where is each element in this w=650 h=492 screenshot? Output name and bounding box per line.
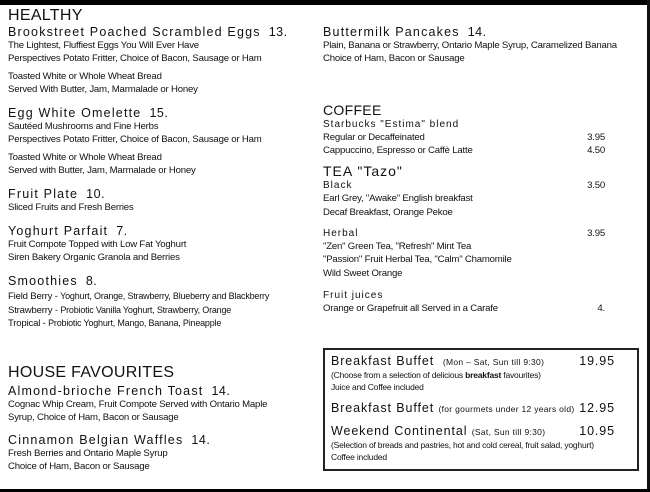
item-name: Fruit Plate	[8, 187, 79, 201]
tea-desc: "Zen" Green Tea, "Refresh" Mint Tea	[323, 241, 472, 253]
item-price: 14.	[191, 433, 211, 447]
tea-heading: TEA "Tazo"	[323, 163, 403, 179]
tea-black-label: Black	[323, 180, 353, 191]
item-desc: Fruit Compote Topped with Low Fat Yoghurt	[8, 239, 187, 250]
tea-herbal-label: Herbal	[323, 227, 359, 239]
item-name: Brookstreet Poached Scrambled Eggs	[8, 25, 261, 39]
item-name: Yoghurt Parfait	[8, 224, 109, 238]
smoothie-flavour: Tropical - Probiotic Yoghurt, Mango, Banana, Pineapple	[8, 318, 222, 329]
house-favourites-heading: HOUSE FAVOURITES	[8, 364, 175, 381]
juice-price: 4.	[597, 303, 605, 314]
tea-desc: "Passion" Fruit Herbal Tea, "Calm" Chamomile	[323, 254, 512, 266]
item-name: Smoothies	[8, 274, 78, 288]
item-desc: Cognac Whip Cream, Fruit Compote Served with Ontario Maple	[8, 399, 268, 410]
menu-item-smoothies	[8, 274, 269, 331]
item-price: 14.	[467, 25, 487, 39]
item-desc: The Lightest, Fluffiest Eggs You Will Ever Have	[8, 40, 199, 51]
item-desc: Choice of Ham, Bacon or Sausage	[323, 53, 465, 65]
healthy-heading: HEALTHY	[8, 7, 83, 24]
item-desc: Choice of Ham, Bacon or Sausage	[8, 461, 150, 473]
item-desc: Sliced Fruits and Fresh Berries	[8, 202, 134, 213]
item-desc: Toasted White or Whole Wheat Bread	[8, 70, 162, 82]
coffee-option: Regular or Decaffeinated	[323, 132, 425, 143]
item-price: 15.	[149, 106, 169, 120]
menu-item-scrambled-eggs	[8, 25, 288, 96]
buffet-price: 19.95	[579, 354, 615, 368]
juice-desc: Orange or Grapefruit all Served in a Carafe	[323, 303, 498, 314]
buffet-note: (for gourmets under 12 years old)	[438, 404, 575, 414]
buffet-desc: (Selection of breads and pastries, hot and cold cereal, fruit salad, yoghurt)	[331, 440, 594, 450]
coffee-blend: Starbucks "Estima" blend	[323, 119, 460, 130]
buffet-price: 12.95	[579, 401, 615, 415]
item-price: 7.	[116, 224, 128, 238]
menu-item-buttermilk-pancakes	[323, 25, 617, 66]
tea-section	[323, 163, 605, 280]
buffet-note: (Mon – Sat, Sun till 9:30)	[442, 357, 545, 367]
item-desc: Perspectives Potato Fritter, Choice of Bacon, Sausage or Ham	[8, 53, 262, 65]
buffet-name: Breakfast Buffet	[331, 401, 435, 415]
item-name: Buttermilk Pancakes	[323, 25, 460, 39]
buffet-name: Weekend Continental	[331, 424, 468, 438]
tea-desc: Wild Sweet Orange	[323, 267, 403, 279]
buffet-note: (Sat, Sun till 9:30)	[471, 427, 546, 437]
item-desc: Served With Butter, Jam, Marmalade or Honey	[8, 83, 198, 95]
item-desc: Plain, Banana or Strawberry, Ontario Maple Syrup, Caramelized Banana	[323, 40, 617, 51]
item-price: 8.	[85, 274, 98, 288]
item-desc: Perspectives Potato Fritter, Choice of Bacon, Sausage or Ham	[8, 134, 262, 146]
buffet-desc: (Choose from a selection of delicious breakfast favourites)	[331, 370, 541, 380]
item-desc: Served with Butter, Jam, Marmalade or Honey	[8, 164, 196, 176]
coffee-option: Cappuccino, Espresso or Caffè Latte	[323, 145, 473, 157]
item-desc: Syrup, Choice of Ham, Bacon or Sausage	[8, 412, 179, 424]
buffet-box	[323, 348, 639, 471]
menu-item-french-toast	[8, 384, 267, 425]
menu-item-yoghurt-parfait	[8, 224, 186, 265]
tea-desc: Decaf Breakfast, Orange Pekoe	[323, 206, 453, 218]
tea-herbal-price: 3.95	[587, 227, 605, 239]
coffee-section	[323, 102, 605, 158]
menu-item-fruit-plate	[8, 187, 134, 214]
item-desc: Sautéed Mushrooms and Fine Herbs	[8, 121, 159, 132]
buffet-desc: Coffee included	[331, 451, 387, 462]
buffet-name: Breakfast Buffet	[331, 354, 435, 368]
coffee-price: 4.50	[587, 145, 605, 157]
top-border	[0, 0, 650, 5]
juice-label: Fruit juices	[323, 290, 384, 301]
smoothie-flavour: Field Berry - Yoghurt, Orange, Strawberry, Blueberry and Blackberry	[8, 291, 270, 302]
coffee-price: 3.95	[587, 132, 605, 143]
item-desc: Siren Bakery Organic Granola and Berries	[8, 252, 180, 264]
item-name: Cinnamon Belgian Waffles	[8, 433, 184, 447]
smoothie-flavour: Strawberry - Probiotic Vanilla Yoghurt, Strawberry, Orange	[8, 304, 232, 316]
item-price: 13.	[268, 25, 288, 39]
menu-item-egg-white-omelette	[8, 106, 262, 177]
item-name: Egg White Omelette	[8, 106, 142, 120]
tea-black-price: 3.50	[587, 180, 605, 191]
buffet-desc: Juice and Coffee included	[331, 381, 424, 392]
item-desc: Fresh Berries and Ontario Maple Syrup	[8, 448, 168, 459]
menu-item-belgian-waffles	[8, 433, 210, 474]
coffee-heading: COFFEE	[323, 102, 382, 118]
tea-desc: Earl Grey, "Awake" English breakfast	[323, 193, 473, 205]
item-desc: Toasted White or Whole Wheat Bread	[8, 151, 162, 163]
buffet-price: 10.95	[579, 424, 615, 438]
item-price: 10.	[86, 187, 106, 201]
juice-section	[323, 289, 605, 315]
item-name: Almond-brioche French Toast	[8, 384, 204, 398]
item-price: 14.	[211, 384, 231, 398]
